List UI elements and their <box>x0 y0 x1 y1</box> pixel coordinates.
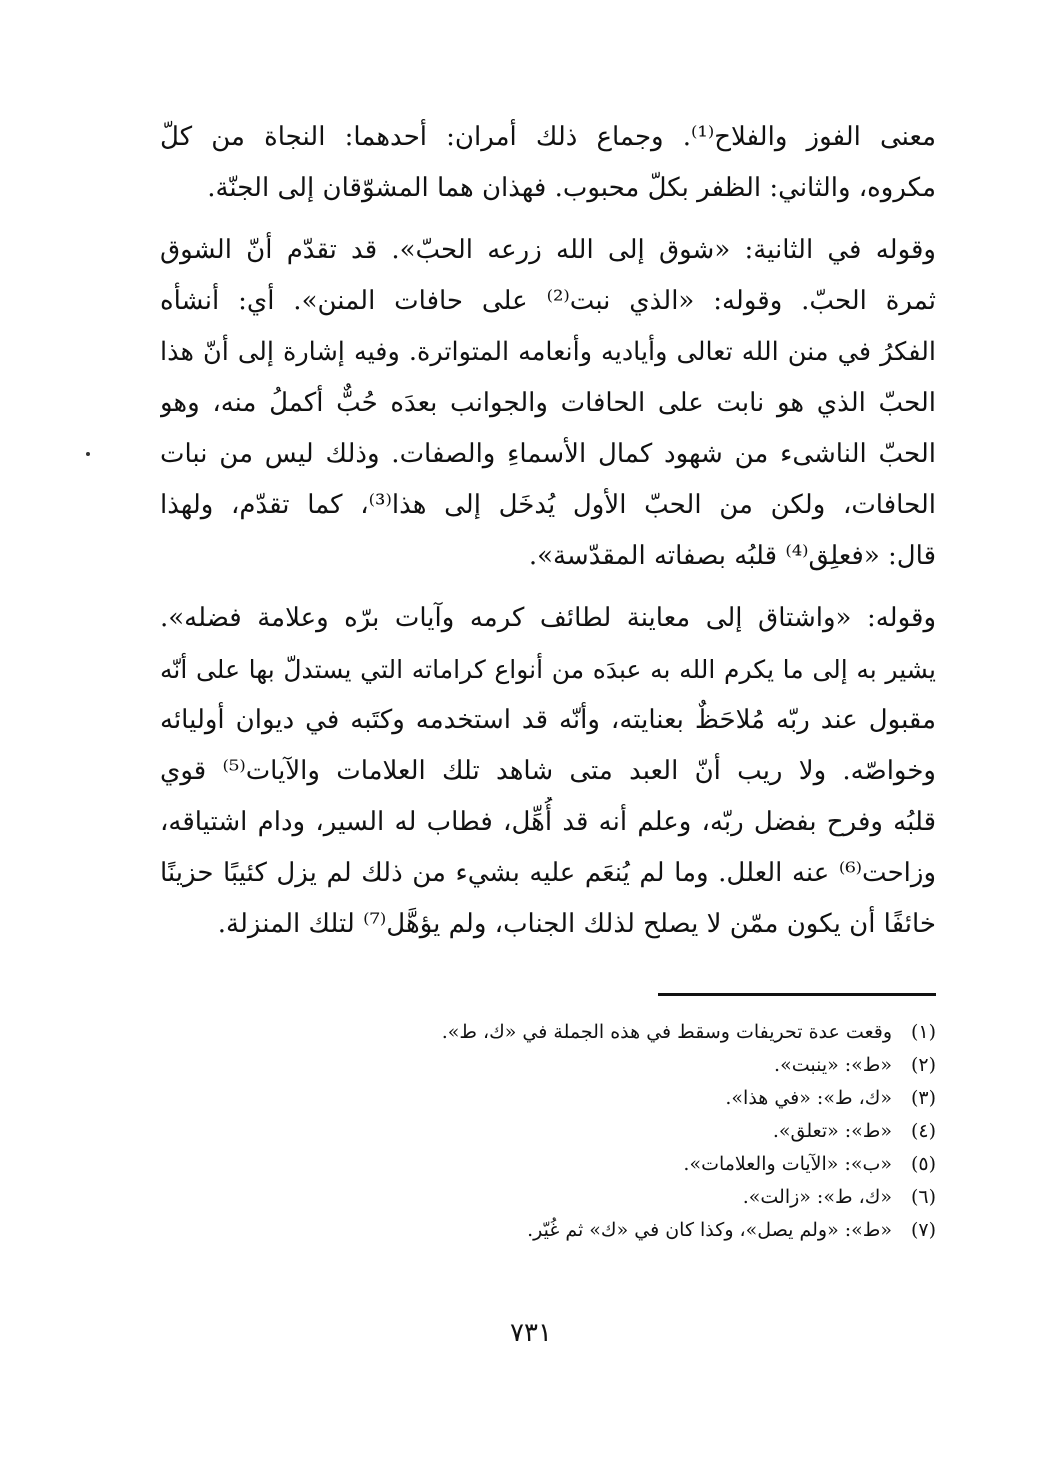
text-line: وقوله: «واشتاق إلى معاينة لطائف كرمه وآيات برّه وعلامة فضله». <box>160 603 936 633</box>
paragraph-3 <box>160 593 936 950</box>
footnote-text: «ب»: «الآيات والعلامات». <box>683 1153 892 1175</box>
footnote-text: وقعت عدة تحريفات وسقط في هذه الجملة في «ك، ط». <box>441 1021 892 1043</box>
footnote-separator <box>658 993 936 996</box>
footnote-text: «ك، ط»: «في هذا». <box>725 1087 892 1109</box>
scan-speck <box>86 452 90 456</box>
footnote <box>296 1049 936 1082</box>
footnote-number: (٥) <box>910 1153 936 1175</box>
footnote-number: (٤) <box>910 1120 936 1142</box>
footnote <box>296 1082 936 1115</box>
paragraph-2 <box>160 225 936 582</box>
text-line: قال: «فعلِق⁽⁴⁾ قلبُه بصفاته المقدّسة». <box>528 541 936 571</box>
footnote-text: «ط»: «ولم يصل»، وكذا كان في «ك» ثم غُيّر. <box>527 1219 892 1241</box>
text-line: الحبّ الذي هو نابت على الحافات والجوانب بعدَه حُبٌّ أكملُ منه، وهو <box>160 388 936 418</box>
footnote <box>296 1181 936 1214</box>
text-line: ثمرة الحبّ. وقوله: «الذي نبت⁽²⁾ على حافات المنن». أي: أنشأه <box>160 286 936 316</box>
text-line: وخواصّه. ولا ريب أنّ العبد متى شاهد تلك العلامات والآيات⁽⁵⁾ قوي <box>160 756 936 786</box>
footnote <box>296 1115 936 1148</box>
footnote-number: (٧) <box>910 1219 936 1241</box>
footnote-text: «ط»: «تعلق». <box>772 1120 892 1142</box>
text-line: مقبول عند ربّه مُلاحَظٌ بعنايته، وأنّه قد استخدمه وكتَبه في ديوان أوليائه <box>160 705 936 735</box>
text-line: يشير به إلى ما يكرم الله به عبدَه من أنواع كراماته التي يستدلّ بها على أنّه <box>160 655 936 684</box>
text-line: وقوله في الثانية: «شوق إلى الله زرعه الحبّ». قد تقدّم أنّ الشوق <box>160 235 936 265</box>
paragraph-1 <box>160 112 936 214</box>
footnote <box>296 1016 936 1049</box>
footnote-text: «ك، ط»: «زالت». <box>742 1186 892 1208</box>
footnotes-list <box>296 1016 936 1247</box>
footnote <box>296 1148 936 1181</box>
text-line: مكروه، والثاني: الظفر بكلّ محبوب. فهذان هما المشوّقان إلى الجنّة. <box>207 173 936 203</box>
page-number: ٧٣١ <box>510 1318 552 1348</box>
text-line: قلبُه وفرح بفضل ربّه، وعلم أنه قد أُهِّل، فطاب له السير، ودام اشتياقه، <box>160 807 936 837</box>
footnote-number: (٢) <box>910 1054 936 1076</box>
footnote-number: (٣) <box>910 1087 936 1109</box>
footnote <box>296 1214 936 1247</box>
footnote-text: «ط»: «ينبت». <box>774 1054 892 1076</box>
text-line: الحبّ الناشىء من شهود كمال الأسماءِ والصفات. وذلك ليس من نبات <box>160 439 936 469</box>
text-line: معنى الفوز والفلاح⁽¹⁾. وجماع ذلك أمران: أحدهما: النجاة من كلّ <box>160 122 936 152</box>
text-line: الفكرُ في منن الله تعالى وأياديه وأنعامه المتواترة. وفيه إشارة إلى أنّ هذا <box>160 337 936 367</box>
footnote-number: (١) <box>910 1021 936 1043</box>
text-line: خائفًا أن يكون ممّن لا يصلح لذلك الجناب، ولم يؤهَّل⁽⁷⁾ لتلك المنزلة. <box>217 909 936 939</box>
footnote-number: (٦) <box>910 1186 936 1208</box>
text-line: الحافات، ولكن من الحبّ الأول يُدخَل إلى هذا⁽³⁾، كما تقدّم، ولهذا <box>160 490 936 520</box>
page-body <box>160 112 936 950</box>
text-line: وزاحت⁽⁶⁾ عنه العلل. وما لم يُنعَم عليه بشيء من ذلك لم يزل كئيبًا حزينًا <box>160 858 936 888</box>
